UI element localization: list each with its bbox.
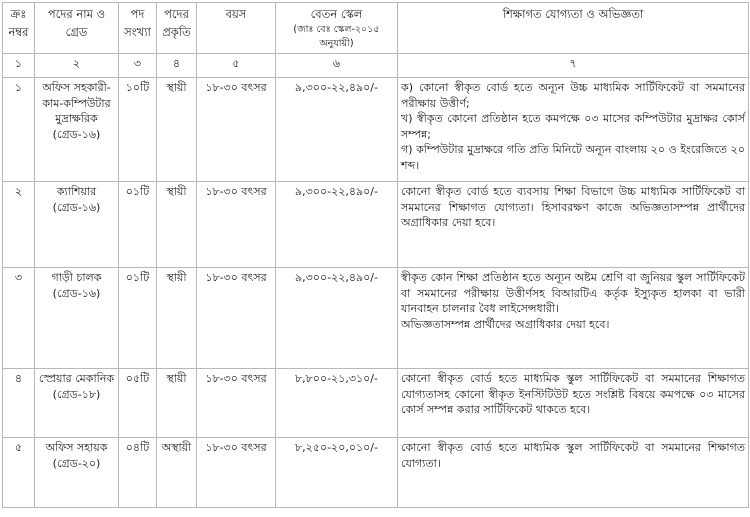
post-count-cell: ০১টি [119,268,157,369]
qualification-line: অভিজ্ঞতাসম্পন্ন প্রার্থীদের অগ্রাধিকার দেয়া হবে। [401,317,610,331]
age-cell: ১৮-৩০ বৎসর [197,182,276,268]
post-type-cell: অস্থায়ী [157,438,197,508]
qualification-line: কোনো স্বীকৃত বোর্ড হতে মাধ্যমিক স্কুল সার্টিফিকেট বা সমমানের শিক্ষাগত যোগ্যতা। [401,441,745,470]
post-name-cell: অফিস সহায়ক (গ্রেড-২০) [35,438,119,508]
post-name-cell: অফিস সহকারী-কাম-কম্পিউটার মুদ্রাক্ষরিক (গ্রেড-১৬) [35,78,119,182]
header-post-name: পদের নাম ও গ্রেড [35,3,119,54]
pay-scale-cell: ৯,৩০০-২২,৪৯০/- [276,182,398,268]
serial-cell: ৩ [3,268,35,369]
table-row [3,438,749,508]
serial-cell: ১ [3,78,35,182]
column-number: ১ [3,54,35,78]
qualification-cell [398,78,749,182]
post-type-cell: স্থায়ী [157,268,197,369]
header-serial: ক্রঃ নম্বর [3,3,35,54]
qualification-line: স্বীকৃত কোন শিক্ষা প্রতিষ্ঠান হতে অন্যূন অষ্টম শ্রেণি বা জুনিয়র স্কুল সার্টিফিকেট বা সমমানের পরীক্ষায় উত্তীর্ণসহ বিআরটিএ কর্তৃক ইস্যুকৃত হালকা বা ভারী যানবাহন চালনার বৈধ লাইসেন্সধারী। [401,271,745,315]
header-pay-scale-note: (জাঃ বেঃ স্কেল-২০১৫ অনুযায়ী) [293,24,380,49]
qualification-cell [398,182,749,268]
header-post-count: পদ সংখ্যা [119,3,157,54]
job-circular-table [2,2,749,508]
qualification-cell [398,268,749,369]
qualification-line: গ) কম্পিউটার মুদ্রাক্ষরে গতি প্রতি মিনিটে অন্যূন বাংলায় ২০ ও ইংরেজিতে ২০ শব্দ। [401,143,745,172]
column-number: ৭ [398,54,749,78]
post-name-cell: স্প্রেয়ার মেকানিক (গ্রেড-১৮) [35,369,119,438]
age-cell: ১৮-৩০ বৎসর [197,78,276,182]
post-count-cell: ০৪টি [119,438,157,508]
pay-scale-cell: ৮,৮০০-২১,৩১০/- [276,369,398,438]
header-qualification: শিক্ষাগত যোগ্যতা ও অভিজ্ঞতা [398,3,749,54]
table-row [3,78,749,182]
age-cell: ১৮-৩০ বৎসর [197,268,276,369]
column-number: ২ [35,54,119,78]
header-pay-scale [276,3,398,54]
pay-scale-cell: ৯,৩০০-২২,৪৯০/- [276,268,398,369]
post-count-cell: ০৫টি [119,369,157,438]
column-number: ৪ [157,54,197,78]
column-number: ৫ [197,54,276,78]
column-number: ৩ [119,54,157,78]
serial-cell: ৪ [3,369,35,438]
qualification-line: কোনো স্বীকৃত বোর্ড হতে ব্যবসায় শিক্ষা বিভাগে উচ্চ মাধ্যমিক সার্টিফিকেট বা সমমানের শিক্ষাগত যোগ্যতা। হিসাবরক্ষণ কাজে অভিজ্ঞতাসম্পন্ন প্রার্থীদের অগ্রাধিকার দেয়া হবে। [401,185,745,229]
post-name-cell: ক্যাশিয়ার (গ্রেড-১৬) [35,182,119,268]
header-post-type: পদের প্রকৃতি [157,3,197,54]
qualification-cell [398,438,749,508]
pay-scale-cell: ৯,৩০০-২২,৪৯০/- [276,78,398,182]
post-name-cell: গাড়ী চালক (গ্রেড-১৬) [35,268,119,369]
table-row [3,268,749,369]
post-count-cell: ১০টি [119,78,157,182]
table-row [3,369,749,438]
serial-cell: ২ [3,182,35,268]
post-type-cell: স্থায়ী [157,369,197,438]
qualification-line: খ) স্বীকৃত কোনো প্রতিষ্ঠান হতে কমপক্ষে ০৩ মাসের কম্পিউটার মুদ্রাক্ষর কোর্স সম্পন্ন; [401,112,745,141]
pay-scale-cell: ৮,২৫০-২০,০১০/- [276,438,398,508]
post-type-cell: স্থায়ী [157,78,197,182]
qualification-cell [398,369,749,438]
post-type-cell: স্থায়ী [157,182,197,268]
table-row [3,182,749,268]
header-pay-scale-title: বেতন স্কেল [310,7,363,21]
header-row [3,3,749,54]
serial-cell: ৫ [3,438,35,508]
column-number: ৬ [276,54,398,78]
column-number-row [3,54,749,78]
header-age: বয়স [197,3,276,54]
job-circular-table-container [2,2,749,508]
qualification-line: ক) কোনো স্বীকৃত বোর্ড হতে অন্যূন উচ্চ মাধ্যমিক সার্টিফিকেট বা সমমানের পরীক্ষায় উত্তীর্ণ; [401,81,745,110]
post-count-cell: ০১টি [119,182,157,268]
age-cell: ১৮-৩০ বৎসর [197,438,276,508]
qualification-line: কোনো স্বীকৃত বোর্ড হতে মাধ্যমিক স্কুল সার্টিফিকেট বা সমমানের শিক্ষাগত যোগ্যতাসহ কোনো স্বীকৃত ইনস্টিটিউট হতে সংশ্লিষ্ট বিষয়ে কমপক্ষে ০৩ মাসের কোর্স সম্পন্ন করার সার্টিফিকেট থাকতে হবে। [401,372,745,416]
age-cell: ১৮-৩০ বৎসর [197,369,276,438]
